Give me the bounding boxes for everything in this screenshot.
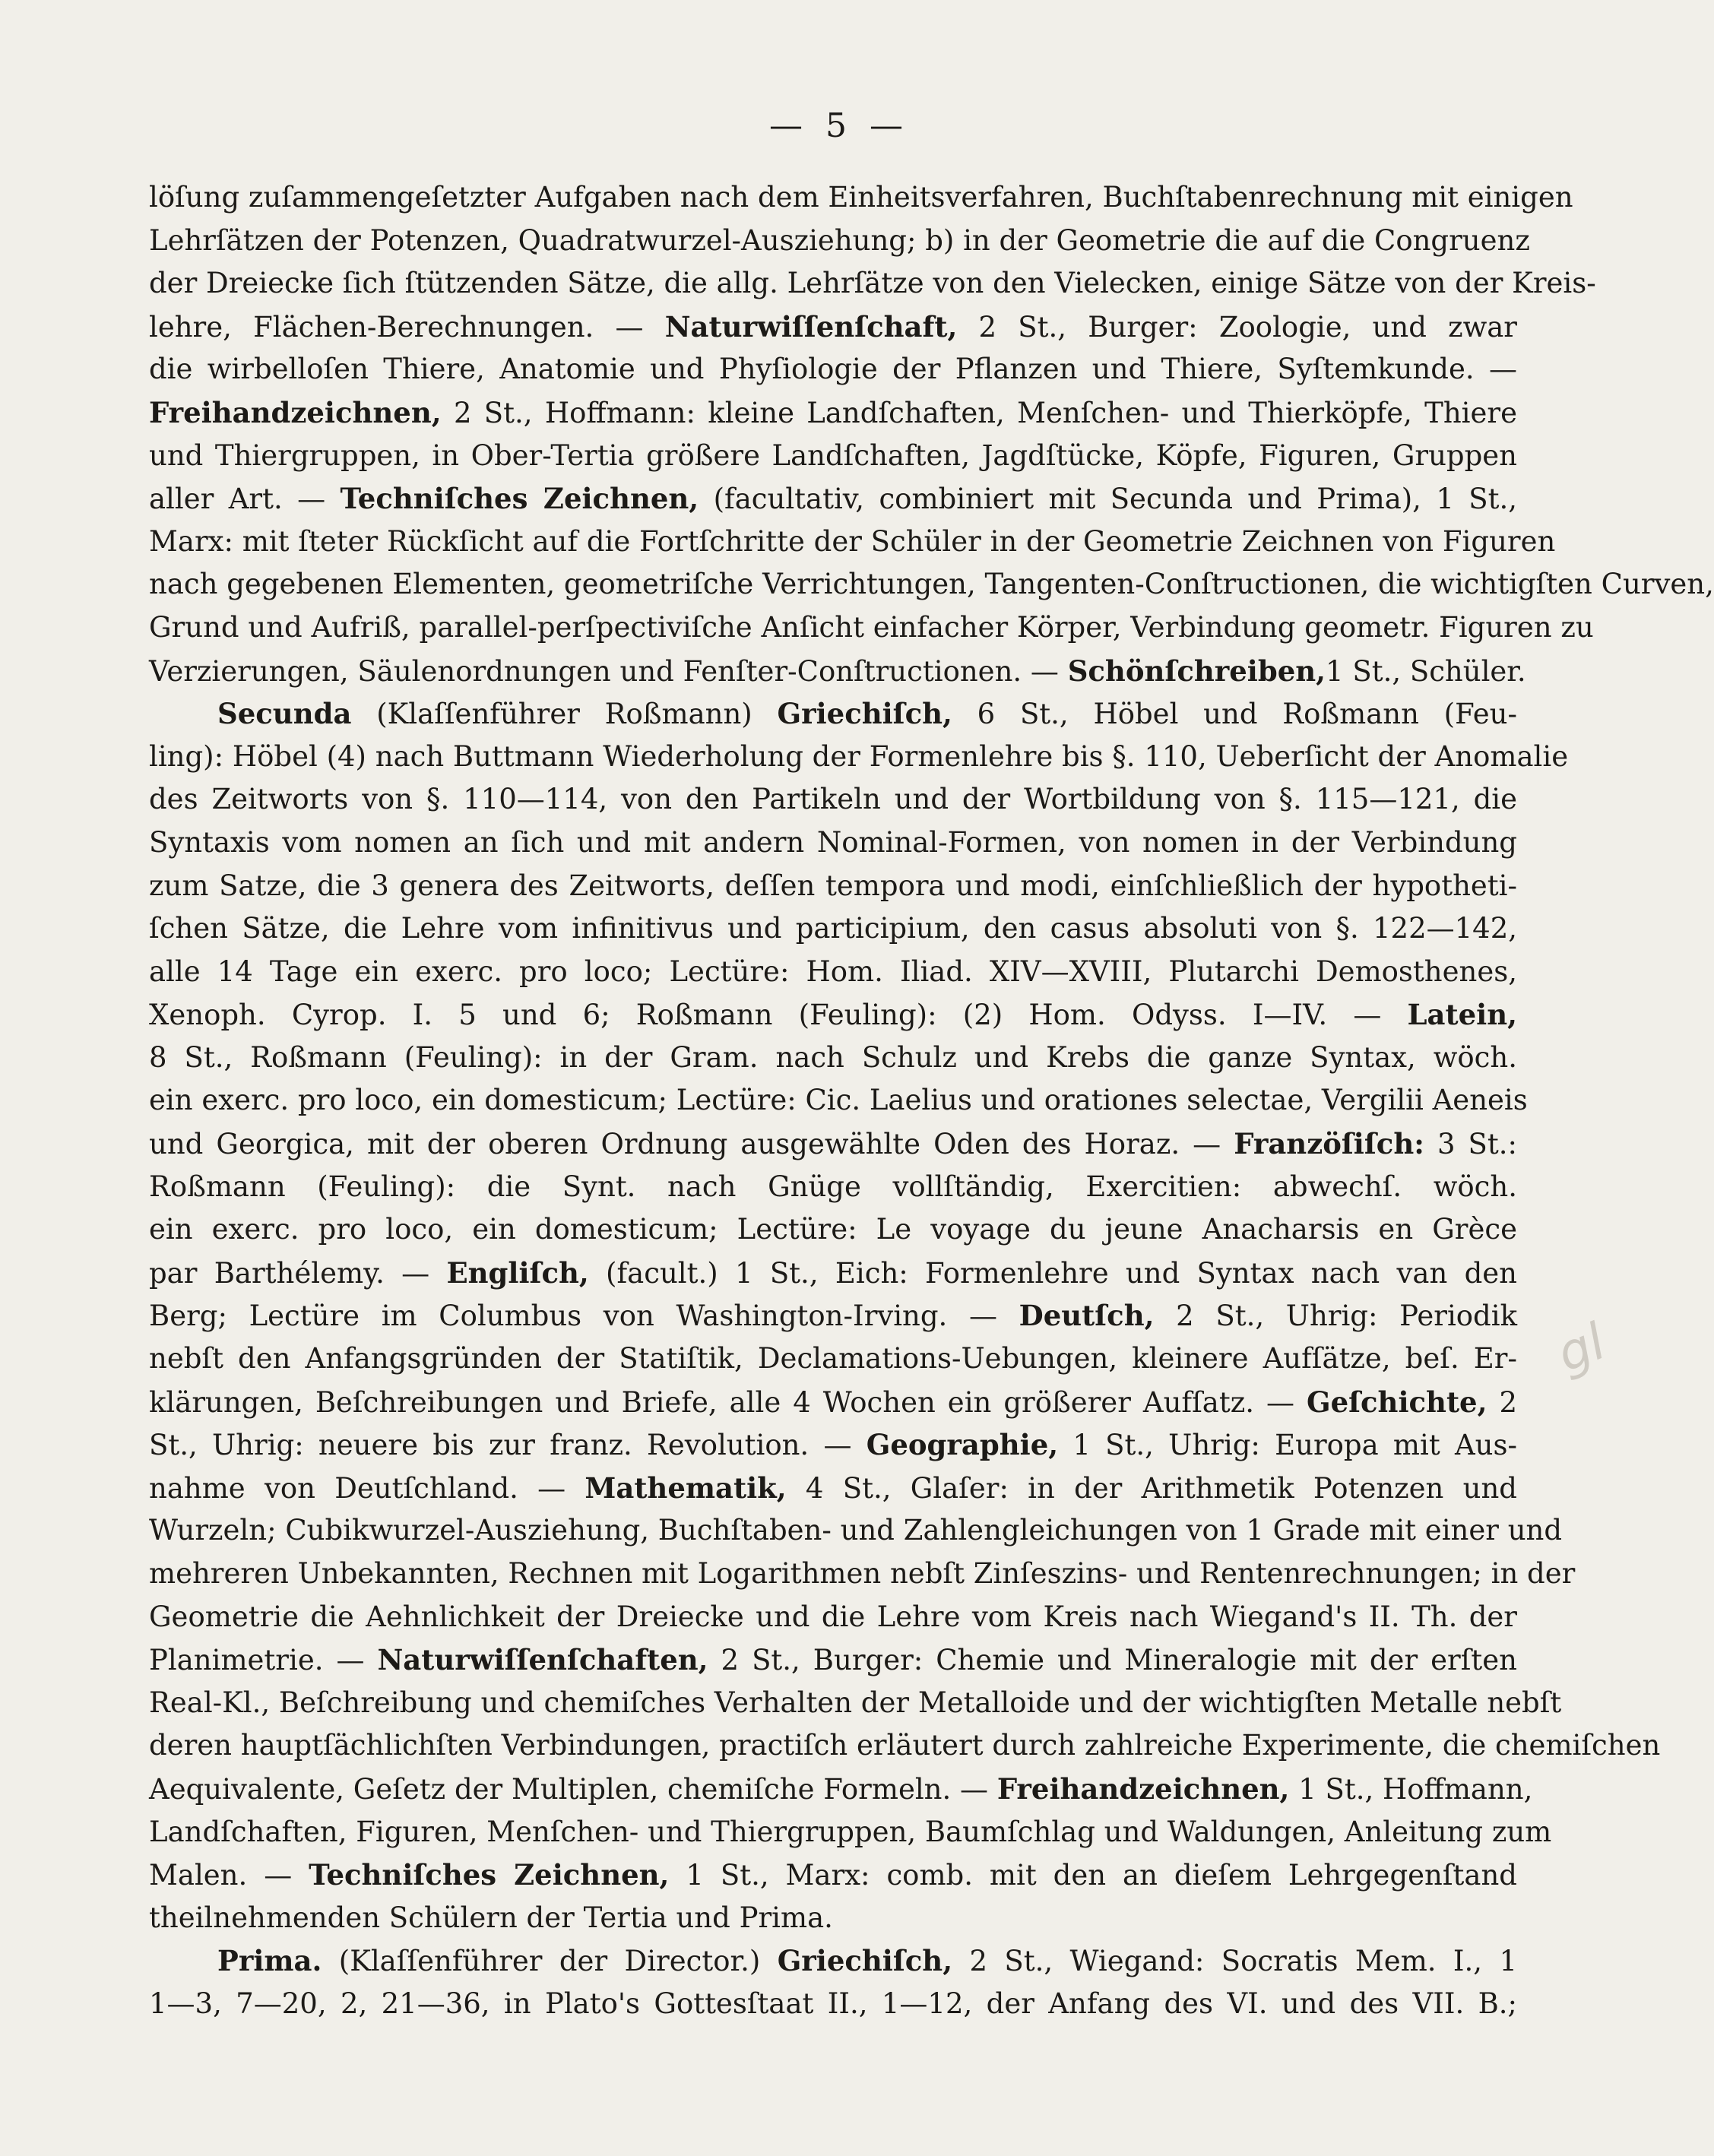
text-line (149, 1638, 1517, 1682)
text-segment: (Klaſſenführer der Director.) (322, 1945, 778, 1978)
subject-heading: Schönſchreiben, (1067, 654, 1326, 688)
text-segment: Malen. — (149, 1859, 309, 1892)
text-segment: 1 St., Marx: comb. mit den an dieſem Lehrgegenſtand (669, 1859, 1517, 1892)
text-line (149, 220, 1530, 263)
text-segment: nebſt den Anfangsgründen der Statiſtik, Declamations-Uebungen, kleinere Aufſätze, beſ. Er- (149, 1342, 1517, 1376)
text-line (149, 993, 1517, 1037)
subject-heading: Freihandzeichnen, (149, 395, 442, 429)
text-line (149, 1338, 1517, 1381)
text-line (149, 1037, 1517, 1080)
text-segment: Lehrſätzen der Potenzen, Quadratwurzel-Ausziehung; b) in der Geometrie die auf die Congruenz (149, 223, 1530, 257)
subject-heading: Techniſches Zeichnen, (309, 1858, 670, 1892)
subject-heading: Geographie, (866, 1428, 1059, 1462)
text-segment: des Zeitworts von §. 110—114, von den Partikeln und der Wortbildung von §. 115—121, die (149, 783, 1517, 816)
text-line (149, 1509, 1563, 1553)
text-segment: 2 (1487, 1385, 1517, 1419)
text-segment: 1 St., Hoffmann, (1289, 1772, 1533, 1806)
text-line (149, 1724, 1661, 1768)
text-segment: 1—3, 7—20, 2, 21—36, in Plato's Gottesſtaat II., 1—12, der Anfang des VI. und des VII. B.; (149, 1987, 1517, 2020)
text-line (149, 521, 1556, 564)
text-segment: Grund und Aufriß, parallel-perſpectiviſche Anſicht einfacher Körper, Verbindung geometr. Figuren zu (149, 610, 1594, 644)
text-segment: 2 St., Burger: Chemie und Mineralogie mit der erſten (708, 1644, 1517, 1677)
text-segment: 1 St., Uhrig: Europa mit Aus- (1058, 1429, 1517, 1462)
text-segment: Verzierungen, Säulenordnungen und Fenſter-Conſtructionen. — (149, 654, 1068, 688)
text-segment: nach gegebenen Elementen, geometriſche Verrichtungen, Tangenten-Conſtructionen, die wichtigſten Curven, (149, 568, 1714, 601)
subject-heading: Freihandzeichnen, (996, 1771, 1290, 1806)
text-line (149, 1768, 1533, 1811)
subject-heading: Mathematik, (585, 1471, 787, 1505)
text-line (149, 1294, 1517, 1338)
text-line (149, 1381, 1517, 1424)
text-segment: 8 St., Roßmann (Feuling): in der Gram. nach Schulz und Krebs die ganze Syntax, wöch. (149, 1040, 1517, 1074)
text-segment: zum Satze, die 3 genera des Zeitworts, deſſen tempora und modi, einſchließlich der hypotheti- (149, 869, 1517, 902)
text-segment: Wurzeln; Cubikwurzel-Ausziehung, Buchſtaben- und Zahlengleichungen von 1 Grade mit einer und (149, 1514, 1563, 1547)
text-line (149, 306, 1517, 349)
text-line (149, 563, 1714, 606)
text-segment: ein exerc. pro loco, ein domesticum; Lectüre: Cic. Laelius und orationes selectae, Vergilii Aeneis (149, 1084, 1528, 1117)
text-line (149, 736, 1569, 779)
text-segment: 3 St.: (1424, 1128, 1517, 1161)
text-segment: ling): Höbel (4) nach Buttmann Wiederholung der Formenlehre bis §. 110, Ueberſicht der Anomalie (149, 739, 1569, 773)
text-line (149, 435, 1517, 478)
subject-heading: Geſchichte, (1306, 1385, 1487, 1419)
subject-heading: Griechiſch, (777, 1944, 953, 1978)
text-line (149, 692, 1517, 736)
text-line (149, 391, 1517, 435)
text-segment: Berg; Lectüre im Columbus von Washington-Irving. — (149, 1300, 1019, 1333)
text-line (149, 606, 1594, 650)
text-line (149, 1467, 1517, 1510)
text-line (149, 1854, 1517, 1897)
text-line (149, 1553, 1576, 1596)
subject-heading: Griechiſch, (777, 697, 952, 731)
text-segment: theilnehmenden Schülern der Tertia und Prima. (149, 1901, 833, 1934)
text-line (149, 822, 1517, 865)
text-line (149, 1208, 1517, 1252)
subject-heading: Latein, (1407, 998, 1517, 1032)
text-line (149, 865, 1517, 908)
text-line (149, 1166, 1517, 1209)
subject-heading: Secunda (217, 697, 352, 731)
text-segment: 2 St., Burger: Zoologie, und zwar (957, 310, 1517, 344)
text-line (149, 348, 1517, 391)
text-segment: Planimetrie. — (149, 1644, 378, 1677)
subject-heading: Naturwiſſenſchaften, (377, 1643, 708, 1677)
subject-heading: Deutſch, (1019, 1299, 1155, 1333)
text-segment: deren hauptſächlichſten Verbindungen, practiſch erläutert durch zahlreiche Experimente, die chemiſchen (149, 1729, 1661, 1762)
text-segment: 4 St., Glaſer: in der Arithmetik Potenzen und (786, 1471, 1517, 1505)
text-segment: (facult.) 1 St., Eich: Formenlehre und Syntax nach van den (588, 1256, 1517, 1290)
text-line (149, 1122, 1517, 1166)
text-line (149, 1252, 1517, 1295)
text-segment: Marx: mit ſteter Rückſicht auf die Fortſchritte der Schüler in der Geometrie Zeichnen von Figuren (149, 524, 1556, 558)
text-segment: löſung zuſammengeſetzter Aufgaben nach dem Einheitsverfahren, Buchſtabenrechnung mit einigen (149, 181, 1573, 214)
text-line (149, 1596, 1517, 1639)
text-line (149, 1983, 1517, 2026)
text-line (149, 650, 1526, 693)
text-segment: Real-Kl., Beſchreibung und chemiſches Verhalten der Metalloide und der wichtigſten Metalle nebſt (149, 1686, 1562, 1719)
text-segment: 2 St., Wiegand: Socratis Mem. I., 1 (952, 1945, 1517, 1978)
text-segment: ſchen Sätze, die Lehre vom infinitivus und participium, den casus absoluti von §. 122—142, (149, 912, 1517, 945)
subject-heading: Franzöſiſch: (1234, 1127, 1424, 1161)
text-segment: (Klaſſenführer Roßmann) (351, 698, 778, 731)
text-segment: (facultativ, combiniert mit Secunda und Prima), 1 St., (699, 483, 1517, 516)
text-line (149, 1811, 1552, 1854)
text-segment: Xenoph. Cyrop. I. 5 und 6; Roßmann (Feuling): (2) Hom. Odyss. I—IV. — (149, 999, 1408, 1032)
text-segment: Aequivalente, Geſetz der Multiplen, chemiſche Formeln. — (149, 1772, 997, 1806)
text-segment: Geometrie die Aehnlichkeit der Dreiecke und die Lehre vom Kreis nach Wiegand's II. Th. der (149, 1600, 1517, 1633)
text-segment: 2 St., Hoffmann: kleine Landſchaften, Menſchen- und Thierköpfe, Thiere (441, 396, 1517, 429)
text-line (149, 1423, 1517, 1467)
body-text (149, 176, 1714, 2026)
subject-heading: Engliſch, (446, 1255, 589, 1290)
text-segment: 2 St., Uhrig: Periodik (1154, 1300, 1517, 1333)
text-segment: par Barthélemy. — (149, 1256, 447, 1290)
text-segment: mehreren Unbekannten, Rechnen mit Logarithmen nebſt Zinſeszins- und Rentenrechnungen; in der (149, 1557, 1576, 1590)
text-segment: die wirbelloſen Thiere, Anatomie und Phyſiologie der Pflanzen und Thiere, Syſtemkunde. — (149, 353, 1517, 386)
page-number: — 5 — (769, 106, 909, 145)
text-line (149, 907, 1517, 951)
text-segment: Roßmann (Feuling): die Synt. nach Gnüge vollſtändig, Exercitien: abwechſ. wöch. (149, 1170, 1517, 1203)
text-segment: nahme von Deutſchland. — (149, 1471, 585, 1505)
subject-heading: Naturwiſſenſchaft, (664, 309, 958, 344)
text-segment: und Georgica, mit der oberen Ordnung ausgewählte Oden des Horaz. — (149, 1128, 1234, 1161)
text-segment: und Thiergruppen, in Ober-Tertia größere Landſchaften, Jagdſtücke, Köpfe, Figuren, Gruppen (149, 438, 1517, 472)
text-segment: Syntaxis vom nomen an ſich und mit andern Nominal-Formen, von nomen in der Verbindung (149, 825, 1517, 859)
text-segment: der Dreiecke ſich ſtützenden Sätze, die allg. Lehrſätze von den Vielecken, einige Sätze von der Kreis- (149, 267, 1596, 300)
text-segment: klärungen, Beſchreibungen und Briefe, alle 4 Wochen ein größerer Aufſatz. — (149, 1385, 1307, 1419)
subject-heading: Prima. (217, 1944, 322, 1978)
text-segment: ein exerc. pro loco, ein domesticum; Lectüre: Le voyage du jeune Anacharsis en Grèce (149, 1213, 1517, 1246)
text-line (149, 262, 1596, 306)
text-segment: St., Uhrig: neuere bis zur franz. Revolution. — (149, 1429, 867, 1462)
text-segment: 1 St., Schüler. (1326, 654, 1526, 688)
text-segment: alle 14 Tage ein exerc. pro loco; Lectüre: Hom. Iliad. XIV—XVIII, Plutarchi Demosthenes, (149, 955, 1517, 988)
text-segment: Landſchaften, Figuren, Menſchen- und Thiergruppen, Baumſchlag und Waldungen, Anleitung zum (149, 1815, 1552, 1848)
text-line (149, 1939, 1517, 1983)
text-line (149, 176, 1573, 220)
text-line (149, 1897, 1517, 1940)
subject-heading: Techniſches Zeichnen, (340, 482, 699, 516)
text-line (149, 951, 1517, 994)
margin-annotation: gl (1548, 1312, 1614, 1384)
text-segment: aller Art. — (149, 483, 341, 516)
text-segment: 6 St., Höbel und Roßmann (Feu- (952, 698, 1517, 731)
text-line (149, 1079, 1528, 1122)
text-line (149, 778, 1517, 822)
text-line (149, 477, 1517, 521)
text-line (149, 1682, 1562, 1725)
text-segment: lehre, Flächen-Berechnungen. — (149, 310, 665, 344)
